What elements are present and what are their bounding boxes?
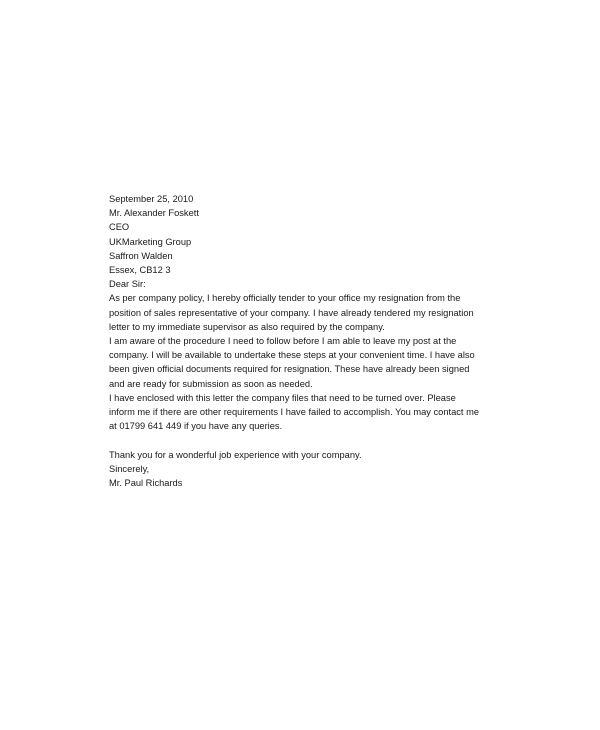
salutation: Dear Sir:: [109, 279, 146, 290]
recipient-name: Mr. Alexander Foskett: [109, 208, 199, 219]
paragraph-line: company. I will be available to undertake these steps at your convenient time. I have also: [109, 350, 475, 361]
paragraph-1: [109, 291, 504, 334]
thanks-line: Thank you for a wonderful job experience with your company.: [109, 449, 362, 460]
recipient-title: CEO: [109, 222, 130, 233]
paragraph-2: [109, 334, 504, 391]
paragraph-line: at 01799 641 449 if you have any queries.: [109, 421, 283, 432]
paragraph-line: I am aware of the procedure I need to follow before I am able to leave my post at the: [109, 336, 457, 347]
paragraph-line: As per company policy, I hereby officially tender to your office my resignation from the: [109, 293, 461, 304]
paragraph-line: been given official documents required for resignation. These have already been signed: [109, 364, 470, 375]
resignation-letter: [109, 192, 504, 490]
paragraph-line: inform me if there are other requirements I have failed to accomplish. You may contact me: [109, 407, 479, 418]
closing: Sincerely,: [109, 463, 150, 474]
paragraph-line: I have enclosed with this letter the company files that need to be turned over. Please: [109, 392, 456, 403]
paragraph-line: and are ready for submission as soon as needed.: [109, 378, 313, 389]
letter-date: September 25, 2010: [109, 194, 194, 204]
blank-line: [109, 433, 504, 447]
paragraph-line: position of sales representative of your company. I have already tendered my resignation: [109, 307, 474, 318]
address-line-2: Essex, CB12 3: [109, 265, 171, 276]
address-line-1: Saffron Walden: [109, 250, 173, 261]
paragraph-line: letter to my immediate supervisor as also required by the company.: [109, 321, 385, 332]
signature-name: Mr. Paul Richards: [109, 478, 183, 489]
paragraph-3: [109, 391, 504, 434]
recipient-company: UKMarketing Group: [109, 236, 192, 247]
